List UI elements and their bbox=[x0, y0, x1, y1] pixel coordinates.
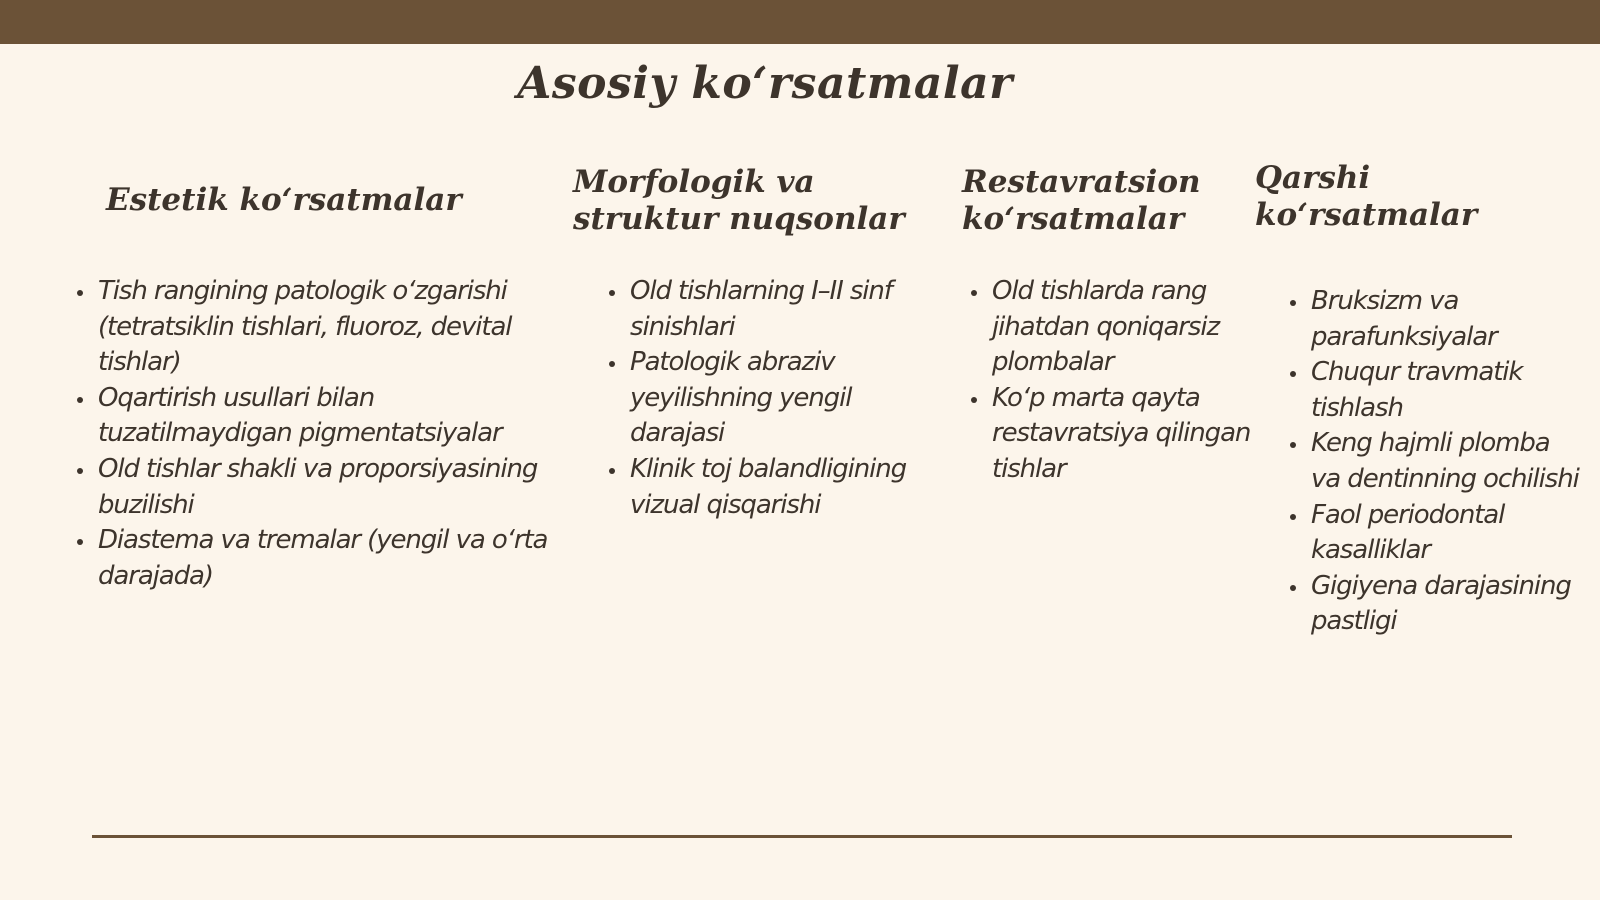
column-heading-morfologik: Morfologik va struktur nuqsonlar bbox=[573, 164, 905, 237]
list-item: • Oqartirish usullari bilan tuzatilmaydigan pigmentatsiyalar bbox=[96, 381, 566, 452]
column-list-restavratsion bbox=[966, 274, 1260, 488]
column-list-morfologik bbox=[604, 274, 918, 523]
column-heading-qarshi: Qarshi ko‘rsatmalar bbox=[1255, 160, 1478, 233]
column-list-estetik bbox=[72, 274, 566, 594]
column-heading-estetik: Estetik ko‘rsatmalar bbox=[106, 182, 462, 218]
list-item: • Diastema va tremalar (yengil va o‘rta darajada) bbox=[96, 523, 566, 594]
list-item: • Faol periodontal kasalliklar bbox=[1309, 498, 1579, 569]
top-bar bbox=[0, 0, 1600, 44]
list-item: • Ko‘p marta qayta restavratsiya qilingan tishlar bbox=[990, 381, 1260, 488]
list-item: • Old tishlarda rang jihatdan qoniqarsiz plombalar bbox=[990, 274, 1260, 381]
list-item: • Old tishlar shakli va proporsiyasining buzilishi bbox=[96, 452, 566, 523]
list-item: • Keng hajmli plomba va dentinning ochilishi bbox=[1309, 426, 1579, 497]
list-item: • Klinik toj balandligining vizual qisqarishi bbox=[628, 452, 918, 523]
list-item: • Bruksizm va parafunksiyalar bbox=[1309, 284, 1579, 355]
column-list-qarshi bbox=[1285, 284, 1579, 640]
list-item: • Patologik abraziv yeyilishning yengil darajasi bbox=[628, 345, 918, 452]
list-item: • Old tishlarning I–II sinf sinishlari bbox=[628, 274, 918, 345]
bottom-divider bbox=[92, 835, 1512, 838]
list-item: • Chuqur travmatik tishlash bbox=[1309, 355, 1579, 426]
slide-title: Asosiy ko‘rsatmalar bbox=[517, 58, 1013, 109]
list-item: • Tish rangining patologik o‘zgarishi (tetratsiklin tishlari, fluoroz, devital tishlar) bbox=[96, 274, 566, 381]
list-item: • Gigiyena darajasining pastligi bbox=[1309, 569, 1579, 640]
column-heading-restavratsion: Restavratsion ko‘rsatmalar bbox=[962, 164, 1201, 237]
